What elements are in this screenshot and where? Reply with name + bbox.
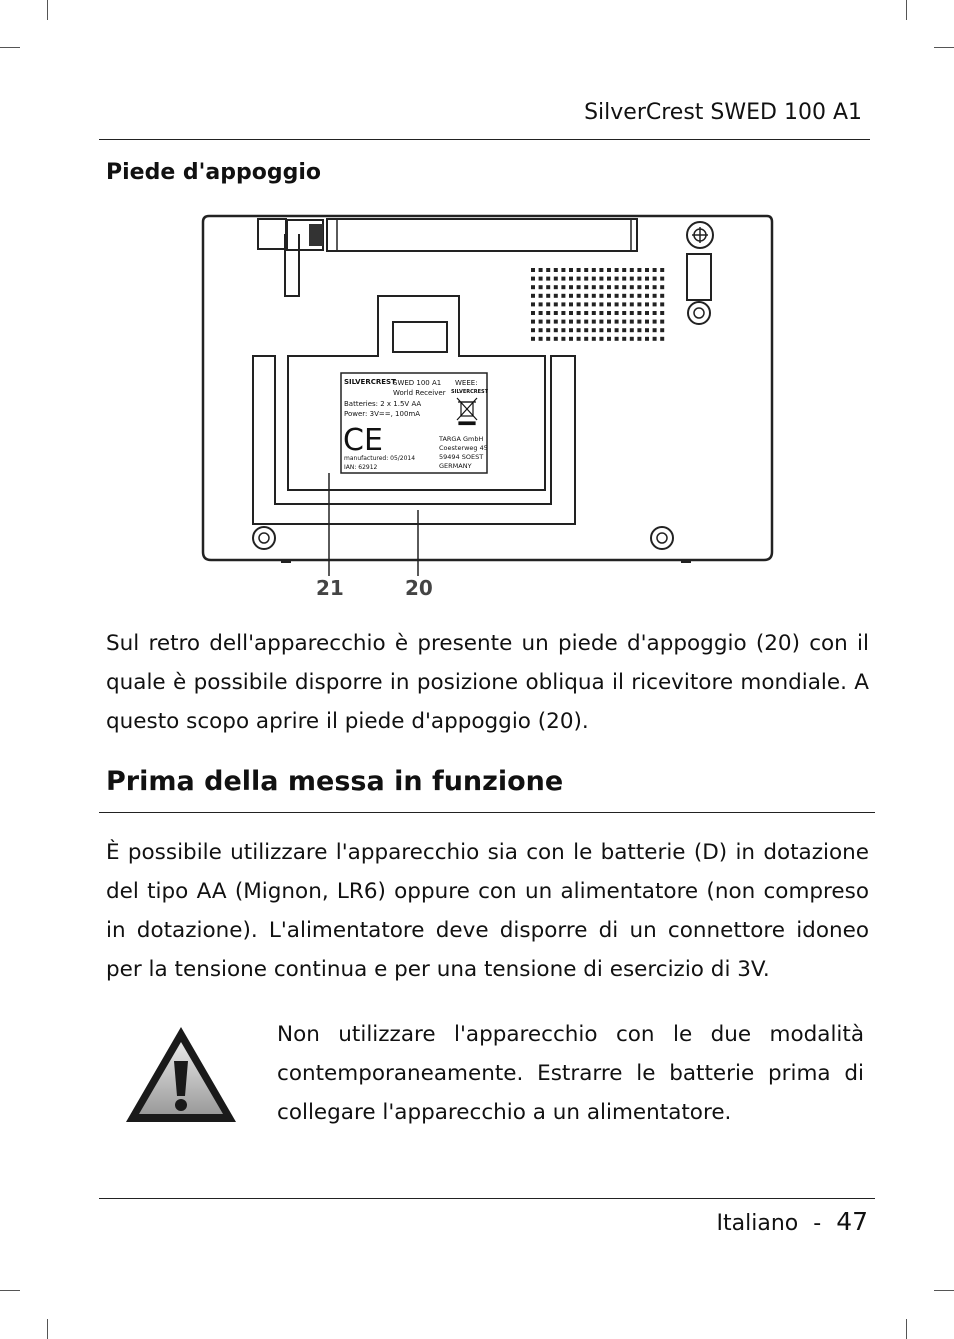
label-company: TARGA GmbH — [439, 435, 484, 443]
crop-mark — [934, 1290, 954, 1291]
footer-separator: - — [813, 1211, 822, 1236]
page-footer — [717, 1207, 868, 1236]
running-header: SilverCrest SWED 100 A1 — [584, 100, 862, 125]
label-batteries: Batteries: 2 x 1.5V AA — [344, 400, 422, 408]
label-product: World Receiver — [393, 389, 446, 397]
label-brand: SILVERCREST — [344, 378, 396, 386]
crop-mark — [934, 47, 954, 48]
label-country: GERMANY — [439, 462, 472, 470]
paragraph-stand: Sul retro dell'apparecchio è presente un piede d'appoggio (20) con il quale è possibile disporre in posizione obliqua il ricevitore mondiale. A questo scopo aprire il piede d'appoggio (20). — [106, 631, 869, 734]
crop-mark — [47, 1319, 48, 1339]
crop-mark — [906, 1319, 907, 1339]
label-power: Power: 3V==, 100mA — [344, 410, 421, 418]
antenna — [327, 219, 637, 251]
screw — [253, 527, 275, 549]
jack-socket — [688, 302, 710, 324]
paragraph-setup: È possibile utilizzare l'apparecchio sia con le batterie (D) in dotazione del tipo AA (Mignon, LR6) oppure con un alimentatore (non compreso in dotazione). L'alimentatore deve disporre di un connettore idoneo per la tensione continua e per una tensione di esercizio di 3V. — [106, 840, 869, 982]
crop-mark — [906, 0, 907, 20]
label-weee-brand: SILVERCREST — [451, 389, 489, 395]
rating-label — [341, 373, 489, 473]
crop-mark — [0, 47, 20, 48]
section-heading-stand: Piede d'appoggio — [106, 160, 322, 185]
crop-mark — [0, 1290, 20, 1291]
ce-mark: CE — [343, 423, 383, 458]
header-rule — [99, 139, 870, 140]
antenna-clip — [258, 219, 286, 249]
section-rule — [99, 812, 875, 813]
device-back-figure — [195, 208, 785, 608]
label-weee: WEEE: — [455, 379, 478, 387]
crop-mark — [47, 0, 48, 20]
callout-21: 21 — [316, 576, 344, 600]
warning-icon — [124, 1025, 238, 1125]
label-street: Coesterweg 45 — [439, 444, 488, 452]
section-heading-setup: Prima della messa in funzione — [106, 766, 564, 797]
footer-language: Italiano — [716, 1211, 799, 1236]
label-manufactured: manufactured: 05/2014 — [344, 455, 416, 462]
warning-text: Non utilizzare l'apparecchio con le due modalità contemporaneamente. Estrarre le batterie prima di collegare l'apparecchio a un alimentatore. — [277, 1022, 864, 1125]
label-ian: IAN: 62912 — [344, 464, 378, 471]
callout-20: 20 — [405, 576, 433, 600]
screw — [651, 527, 673, 549]
page-number: 47 — [836, 1207, 868, 1236]
speaker-grille — [531, 268, 664, 341]
label-city: 59494 SOEST — [439, 453, 484, 461]
label-model: SWED 100 A1 — [393, 379, 442, 387]
footer-rule — [99, 1198, 875, 1199]
